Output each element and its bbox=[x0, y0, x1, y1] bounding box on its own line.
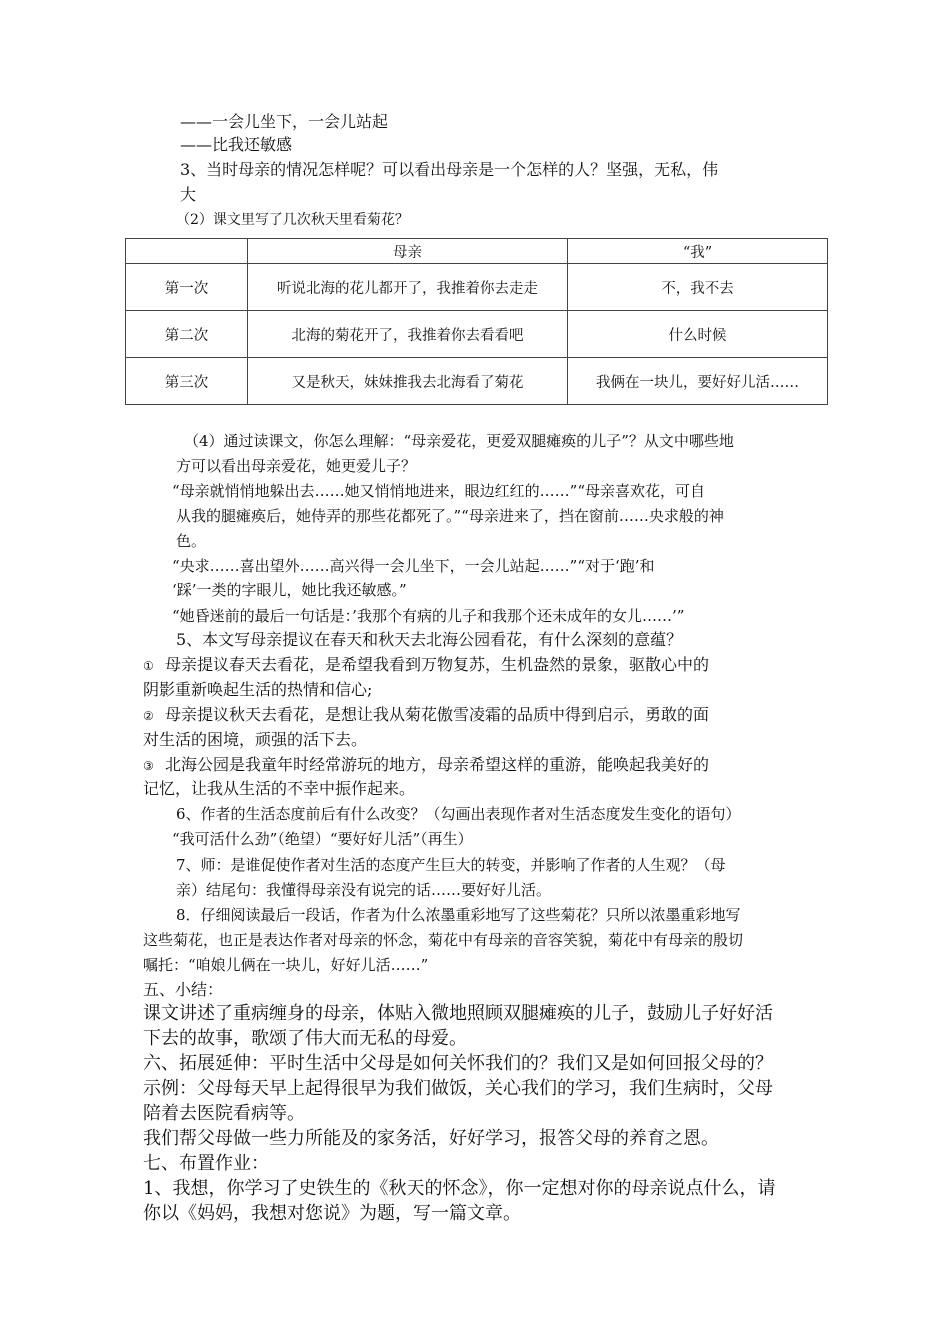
question-8-line-3: 嘱托：“咱娘儿俩在一块儿，好好儿活……” bbox=[143, 956, 429, 974]
section-7-title: 七、布置作业： bbox=[143, 1153, 269, 1174]
section-5-line-2: 下去的故事，歌颂了伟大而无私的母爱。 bbox=[143, 1028, 467, 1049]
question-5-item-2-line-1 bbox=[143, 705, 709, 725]
table-row bbox=[126, 311, 828, 358]
item-marker: ③ bbox=[143, 759, 154, 773]
question-4-line-4: 从我的腿瘫痪后，她侍弄的那些花都死了。”“母亲进来了，挡在窗前……央求般的神 bbox=[176, 507, 724, 525]
table-cell: 第二次 bbox=[126, 311, 248, 358]
item-marker: ② bbox=[143, 709, 154, 723]
item-text: 北海公园是我童年时经常游玩的地方，母亲希望这样的重游，能唤起我美好的 bbox=[165, 755, 710, 774]
section-6-line-3: 陪着去医院看病等。 bbox=[143, 1103, 305, 1124]
item-marker: ① bbox=[143, 659, 154, 673]
table-cell: 第一次 bbox=[126, 264, 248, 311]
question-4-line-1: （4）通过读课文，你怎么理解：“母亲爱花，更爱双腿瘫痪的儿子”？从文中哪些地 bbox=[184, 432, 734, 450]
table-cell: 什么时候 bbox=[568, 311, 828, 358]
question-7-line-1: 7、师：是谁促使作者对生活的态度产生巨大的转变，并影响了作者的人生观？（母 bbox=[176, 856, 726, 874]
table-row bbox=[126, 358, 828, 405]
question-5-item-3-line-1 bbox=[143, 755, 709, 775]
section-6-line-1: 六、拓展延伸：平时生活中父母是如何关怀我们的？我们又是如何回报父母的？ bbox=[143, 1053, 773, 1074]
question-3-line-2: 大 bbox=[180, 185, 197, 204]
question-5-item-1-line-2: 阴影重新唤起生活的热情和信心; bbox=[143, 680, 373, 699]
question-3-line-1: 3、当时母亲的情况怎样呢？可以看出母亲是一个怎样的人？坚强，无私，伟 bbox=[180, 160, 719, 179]
question-4-line-7: ‘踩’一类的字眼儿，她比我还敏感。” bbox=[172, 581, 407, 599]
table-header-cell: “我” bbox=[568, 239, 828, 264]
question-4-line-8: “她昏迷前的最后一句话是：’我那个有病的儿子和我那个还未成年的女儿……’” bbox=[172, 607, 685, 625]
table-cell: 第三次 bbox=[126, 358, 248, 405]
table-header-cell: 母亲 bbox=[248, 239, 568, 264]
section-6-line-4: 我们帮父母做一些力所能及的家务活，好好学习，报答父母的养育之恩。 bbox=[143, 1128, 719, 1149]
item-text: 母亲提议秋天去看花，是想让我从菊花傲雪凌霜的品质中得到启示，勇敢的面 bbox=[165, 705, 710, 724]
question-8-line-1: 8．仔细阅读最后一段话，作者为什么浓墨重彩地写了这些菊花？只所以浓墨重彩地写 bbox=[176, 906, 741, 924]
item-text: 母亲提议春天去看花，是希望我看到万物复苏，生机盎然的景象，驱散心中的 bbox=[165, 655, 710, 674]
table-header-cell bbox=[126, 239, 248, 264]
question-6-line-1: 6、作者的生活态度前后有什么改变？（勾画出表现作者对生活态度发生变化的语句） bbox=[176, 805, 741, 823]
question-5-item-3-line-2: 记忆，让我从生活的不幸中振作起来。 bbox=[143, 779, 416, 798]
chrysanthemum-visits-table bbox=[125, 238, 828, 405]
table-row bbox=[126, 264, 828, 311]
dash-line-2: ——比我还敏感 bbox=[180, 135, 293, 154]
section-6-line-2: 示例：父母每天早上起得很早为我们做饭，关心我们的学习，我们生病时，父母 bbox=[143, 1078, 773, 1099]
question-6-line-2: “我可活什么劲”（绝望）“要好好儿活”（再生） bbox=[172, 830, 473, 848]
dash-line-1: ——一会儿坐下，一会儿站起 bbox=[180, 112, 389, 131]
question-4-line-3: “母亲就悄悄地躲出去……她又悄悄地进来，眼边红红的……”“母亲喜欢花，可自 bbox=[172, 482, 706, 500]
question-7-line-2: 亲）结尾句：我懂得母亲没有说完的话……要好好儿活。 bbox=[176, 881, 552, 899]
question-8-line-2: 这些菊花，也正是表达作者对母亲的怀念，菊花中有母亲的音容笑貌，菊花中有母亲的殷切 bbox=[143, 931, 744, 949]
question-4-line-2: 方可以看出母亲爱花，她更爱儿子？ bbox=[176, 457, 417, 475]
section-5-line-1: 课文讲述了重病缠身的母亲，体贴入微地照顾双腿瘫痪的儿子，鼓励儿子好好活 bbox=[143, 1003, 773, 1024]
section-7-line-1: 1、我想，你学习了史铁生的《秋天的怀念》，你一定想对你的母亲说点什么，请 bbox=[143, 1178, 776, 1199]
section-5-title: 五、小结： bbox=[143, 980, 224, 999]
table-cell: 我俩在一块儿，要好好儿活…… bbox=[568, 358, 828, 405]
question-5-item-2-line-2: 对生活的困境，顽强的活下去。 bbox=[143, 730, 368, 749]
table-cell: 听说北海的花儿都开了，我推着你去走走 bbox=[248, 264, 568, 311]
question-5-item-1-line-1 bbox=[143, 655, 709, 675]
question-4-line-6: “央求……喜出望外……高兴得一会儿坐下，一会儿站起……”“对于‘跑’和 bbox=[172, 557, 655, 575]
question-4-line-5: 色。 bbox=[176, 532, 207, 550]
table-cell: 又是秋天，妹妹推我去北海看了菊花 bbox=[248, 358, 568, 405]
table-cell: 北海的菊花开了，我推着你去看看吧 bbox=[248, 311, 568, 358]
section-7-line-2: 你以《妈妈，我想对您说》为题，写一篇文章。 bbox=[143, 1203, 521, 1224]
table-header-row bbox=[126, 239, 828, 264]
question-2: （2）课文里写了几次秋天里看菊花？ bbox=[176, 212, 409, 228]
table-cell: 不，我不去 bbox=[568, 264, 828, 311]
question-5-title: 5、本文写母亲提议在春天和秋天去北海公园看花，有什么深刻的意蕴？ bbox=[176, 630, 683, 649]
